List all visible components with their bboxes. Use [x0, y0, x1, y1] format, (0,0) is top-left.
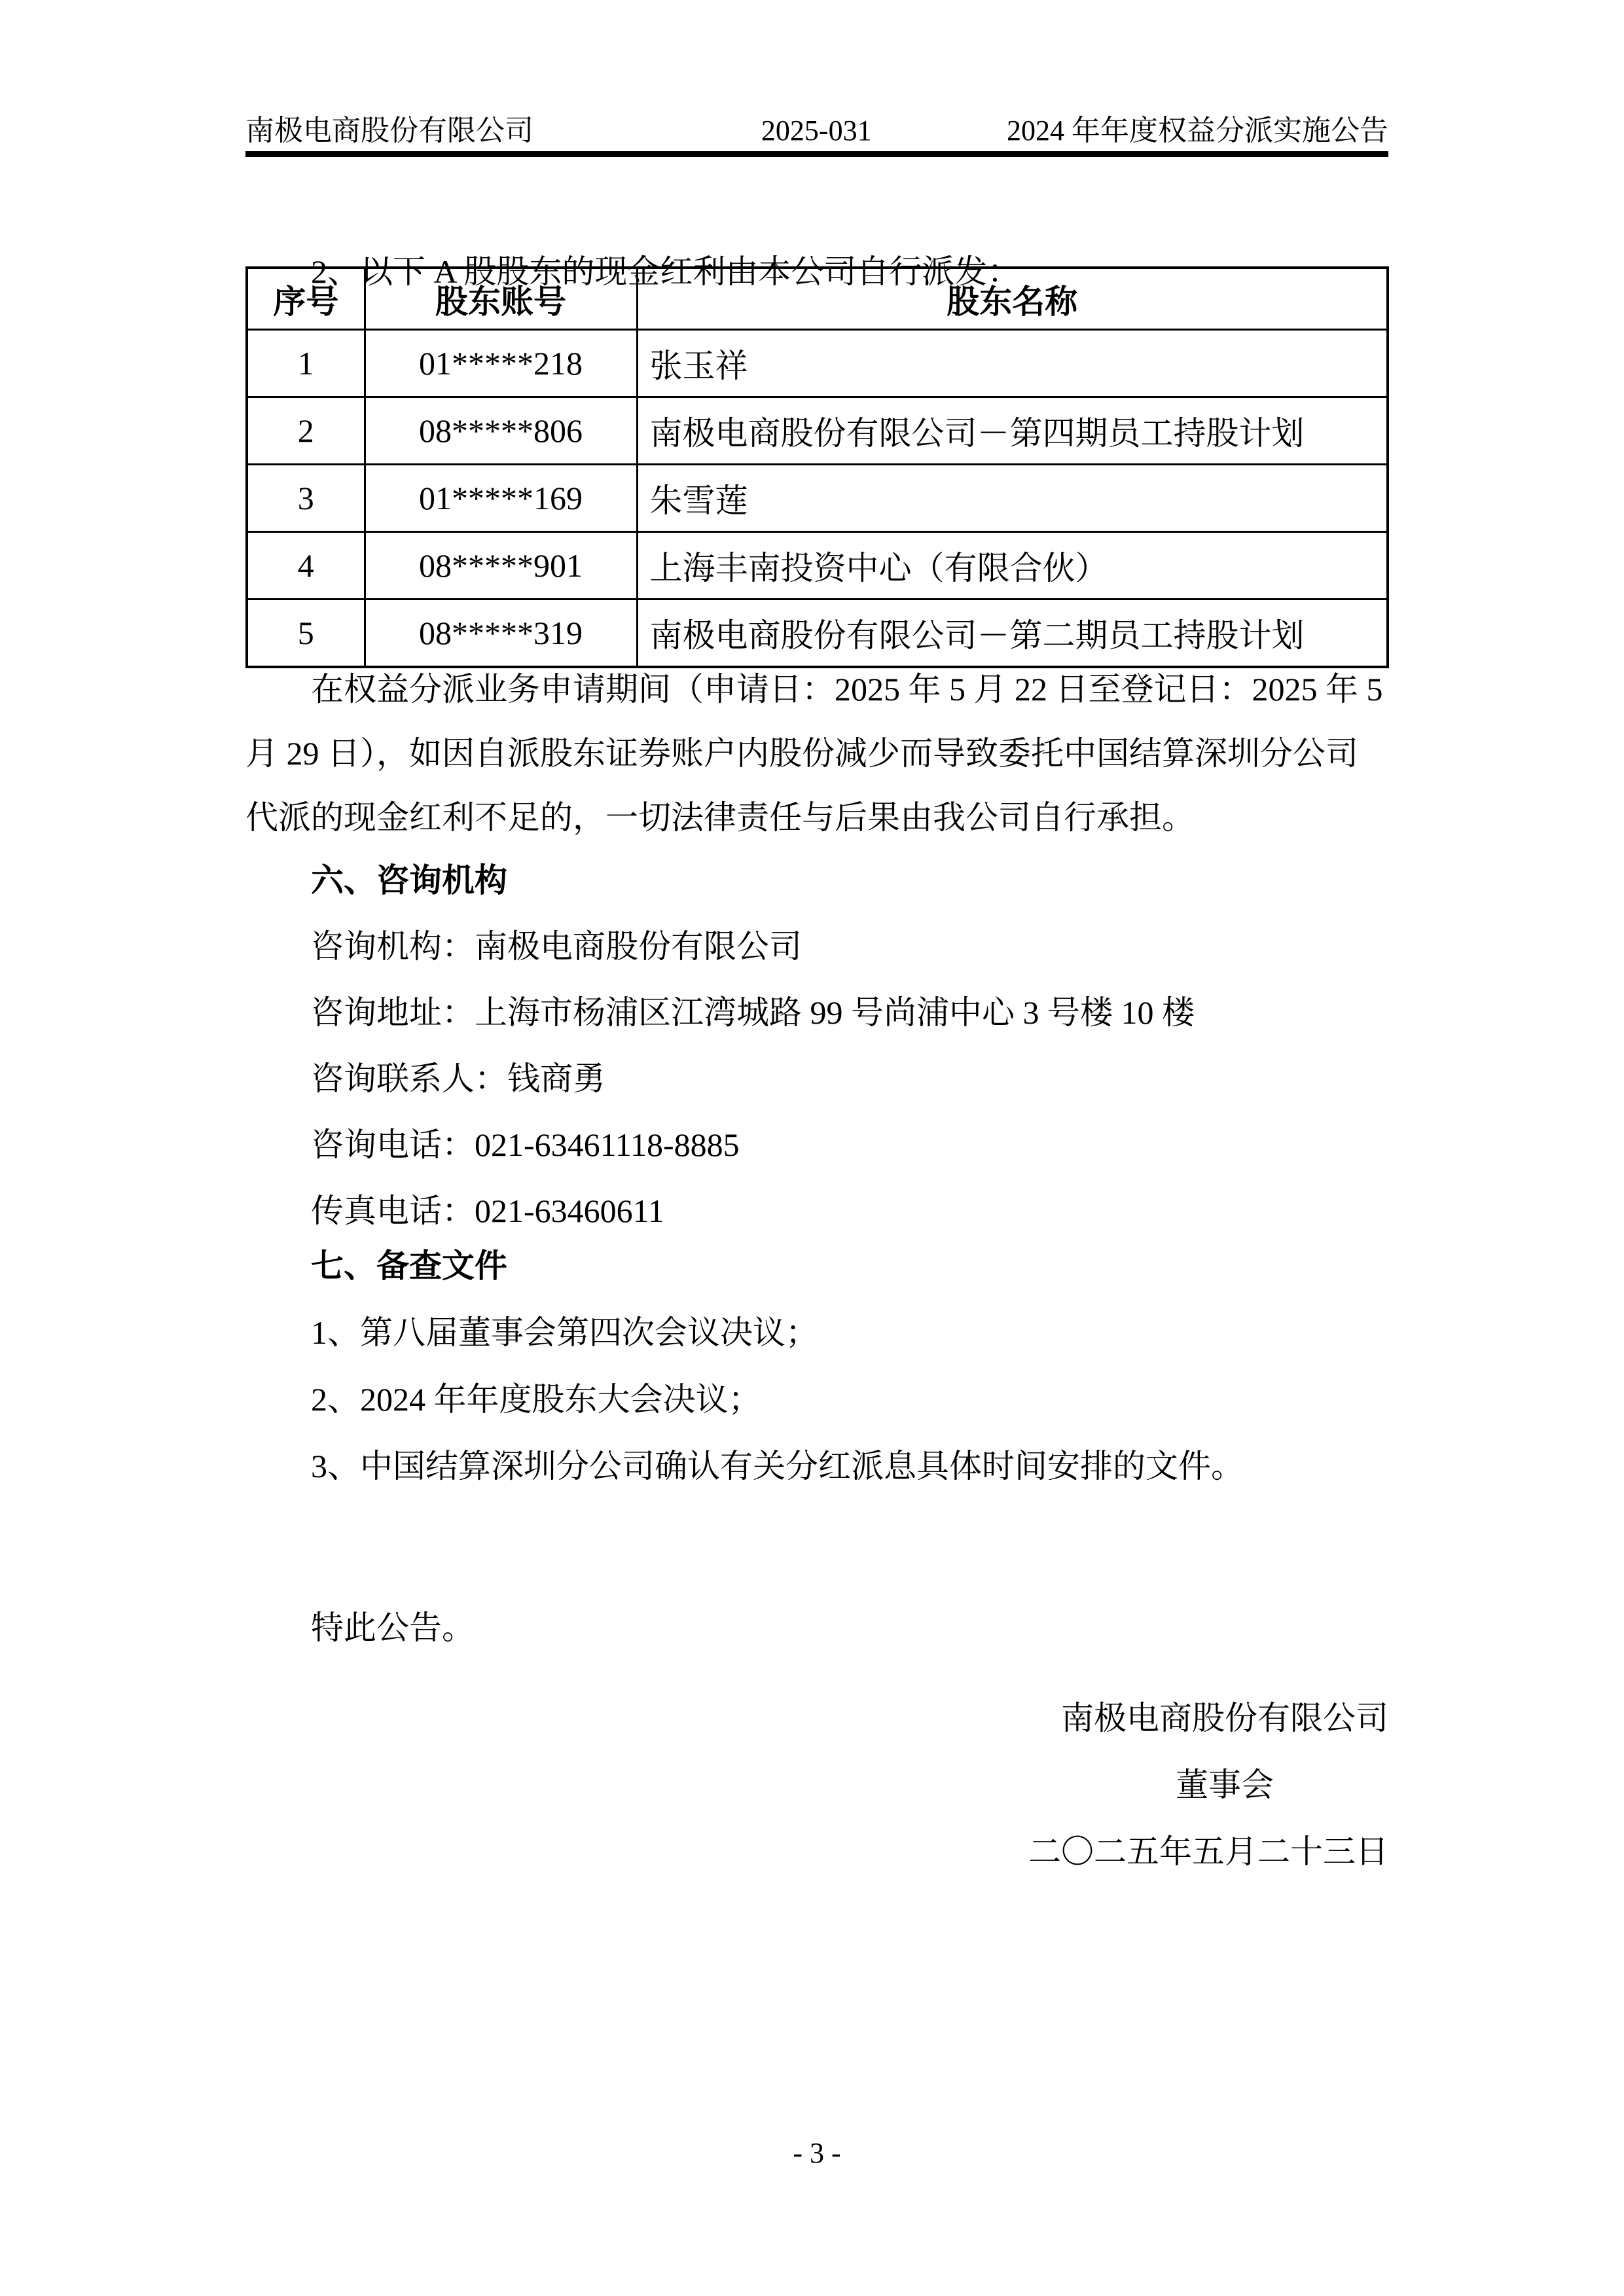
name-cell: 南极电商股份有限公司－第四期员工持股计划 — [637, 397, 1388, 465]
signature-date: 二〇二五年五月二十三日 — [1028, 1833, 1388, 1870]
consulting-agency-line: 咨询机构：南极电商股份有限公司 — [311, 928, 802, 965]
reference-doc-item: 3、中国结算深圳分公司确认有关分红派息具体时间安排的文件。 — [311, 1448, 1244, 1484]
table-row — [247, 465, 1388, 532]
account-cell: 08*****806 — [365, 397, 637, 465]
account-cell: 08*****319 — [365, 600, 637, 668]
signature-board: 董事会 — [1176, 1767, 1274, 1803]
header-doc-number: 2025-031 — [761, 115, 872, 147]
reference-doc-item: 2、2024 年年度股东大会决议； — [311, 1381, 761, 1418]
intro-line: 2、以下 A 股股东的现金红利由本公司自行派发： — [311, 253, 1020, 290]
table-row — [247, 532, 1388, 600]
table-row — [247, 397, 1388, 465]
name-cell: 张玉祥 — [637, 330, 1388, 397]
closing-announcement-line: 特此公告。 — [311, 1609, 475, 1646]
liability-note-paragraph — [245, 657, 1388, 850]
paragraph-line: 月 29 日），如因自派股东证券账户内股份减少而导致委托中国结算深圳分公司 — [245, 735, 1358, 772]
name-cell: 朱雪莲 — [637, 465, 1388, 532]
seq-cell: 4 — [247, 532, 365, 600]
column-header-account: 股东账号 — [365, 268, 637, 330]
paragraph-line: 在权益分派业务申请期间（申请日：2025 年 5 月 22 日至登记日：2025 年 5 — [311, 671, 1383, 708]
account-cell: 08*****901 — [365, 532, 637, 600]
table-row — [247, 330, 1388, 397]
page-header — [245, 111, 1388, 151]
table-header-row — [247, 268, 1388, 330]
seq-cell: 3 — [247, 465, 365, 532]
section-heading: 六、咨询机构 — [311, 862, 507, 899]
account-cell: 01*****218 — [365, 330, 637, 397]
column-header-seq: 序号 — [247, 268, 365, 330]
header-doc-title: 2024 年年度权益分派实施公告 — [1007, 115, 1388, 147]
signature-block — [245, 1685, 1388, 1885]
seq-cell: 2 — [247, 397, 365, 465]
section-heading: 七、备查文件 — [311, 1247, 507, 1284]
header-company-name: 南极电商股份有限公司 — [245, 115, 533, 147]
column-header-name: 股东名称 — [637, 268, 1388, 330]
section-reference-documents — [245, 1232, 1388, 1499]
reference-doc-item: 1、第八届董事会第四次会议决议； — [311, 1314, 818, 1351]
paragraph-line: 代派的现金红利不足的，一切法律责任与后果由我公司自行承担。 — [245, 799, 1195, 836]
header-divider-rule — [245, 151, 1388, 157]
fax-phone-line: 传真电话：021-63460611 — [311, 1193, 664, 1229]
page-number: - 3 - — [793, 2137, 841, 2169]
signature-company: 南极电商股份有限公司 — [1061, 1700, 1388, 1736]
consulting-phone-line: 咨询电话：021-63461118-8885 — [311, 1126, 740, 1163]
section-consulting-agency — [245, 848, 1388, 1244]
seq-cell: 5 — [247, 600, 365, 668]
shareholder-table — [245, 266, 1389, 668]
account-cell: 01*****169 — [365, 465, 637, 532]
consulting-contact-line: 咨询联系人：钱商勇 — [311, 1060, 605, 1097]
seq-cell: 1 — [247, 330, 365, 397]
name-cell: 上海丰南投资中心（有限合伙） — [637, 532, 1388, 600]
consulting-address-line: 咨询地址：上海市杨浦区江湾城路 99 号尚浦中心 3 号楼 10 楼 — [311, 994, 1195, 1031]
name-cell: 南极电商股份有限公司－第二期员工持股计划 — [637, 600, 1388, 668]
